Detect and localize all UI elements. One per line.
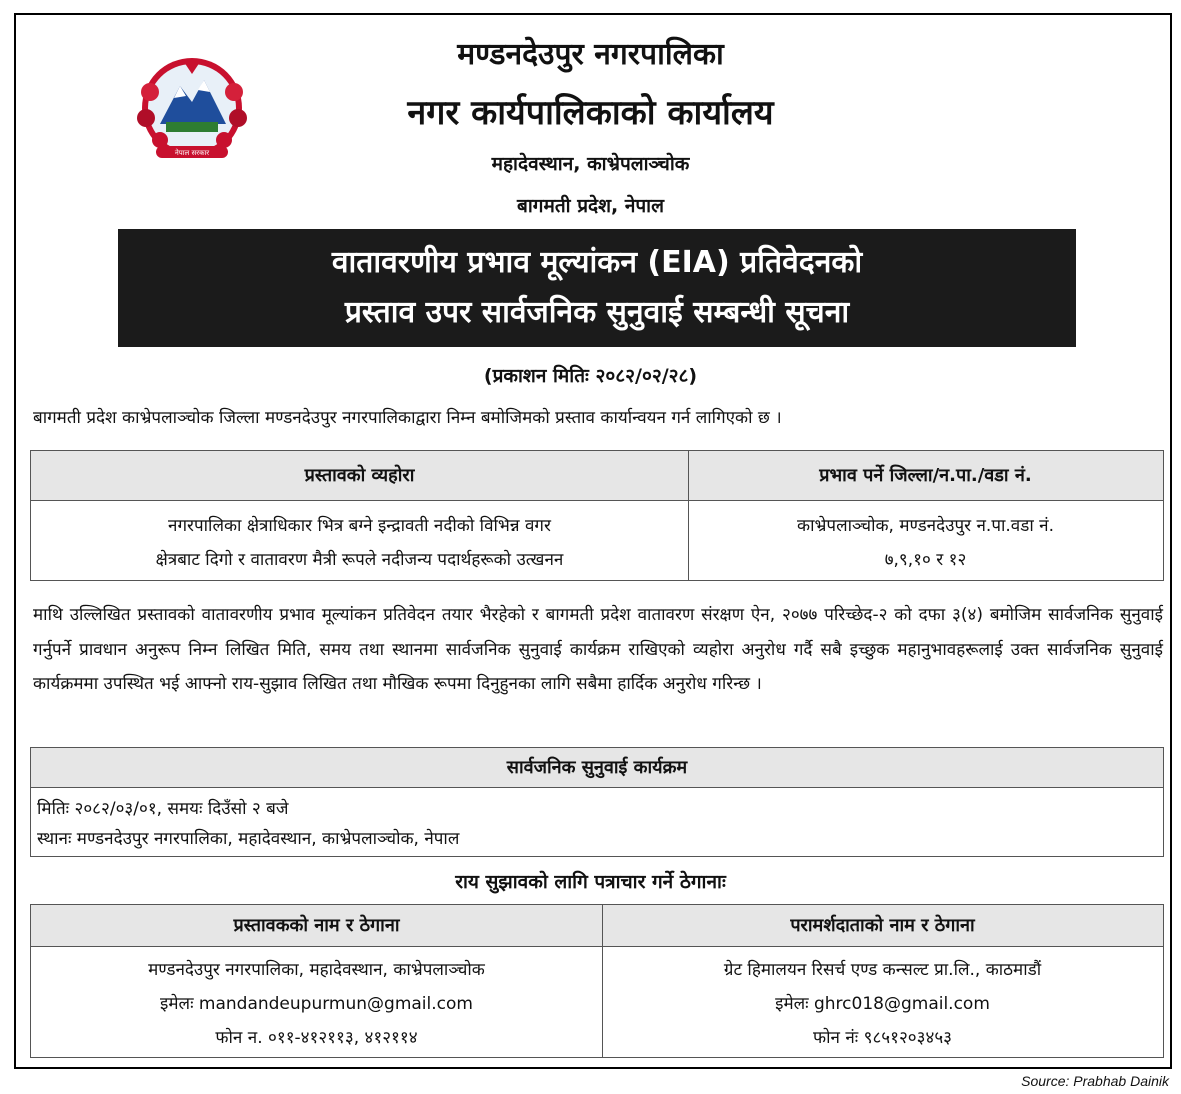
office-location: महादेवस्थान, काभ्रेपलाञ्चोक (491, 153, 690, 175)
affected-area: काभ्रेपलाञ्चोक, मण्डनदेउपुर न.पा.वडा नं. ७,९,१० र १२ (797, 516, 1054, 570)
consultant-header: परामर्शदाताको नाम र ठेगाना (602, 905, 1163, 947)
consultant-phone: फोन नंः ९८५१२०३४५३ (812, 1028, 953, 1048)
hearing-details (37, 794, 459, 854)
proponent-header: प्रस्तावकको नाम र ठेगाना (31, 905, 602, 947)
proponent-name: मण्डनदेउपुर नगरपालिका, महादेवस्थान, काभ्रेपलाञ्चोक (148, 960, 485, 980)
notice-paragraph: माथि उल्लिखित प्रस्तावको वातावरणीय प्रभाव मूल्यांकन प्रतिवेदन तयार भैरहेको र बागमती प्रदेश वातावरण संरक्षण ऐन, २०७७ परिच्छेद-२ को दफा ३(४) बमोजिम सार्वजनिक सुनुवाई गर्नुपर्ने प्रावधान अनुरूप निम्न लिखित मिति, समय तथा स्थानमा सार्वजनिक सुनुवाई कार्यक्रम राखिएको व्यहोरा अनुरोध गर्दै सबै इच्छुक महानुभावहरूलाई उक्त सार्वजनिक सुनुवाई कार्यक्रममा उपस्थित भई आफ्नो राय-सुझाव लिखित तथा मौखिक रूपमा दिनुहुनका लागि सबैमा हार्दिक अनुरोध गरिन्छ । (33, 605, 1163, 694)
hearing-date-time: मितिः २०८२/०३/०१, समयः दिउँसो २ बजे (37, 799, 289, 819)
contact-table (30, 904, 1164, 1058)
province-line: बागमती प्रदेश, नेपाल (517, 195, 664, 217)
proponent-phone: फोन न. ०११-४१२११३, ४१२११४ (215, 1028, 418, 1048)
banner-line-2: प्रस्ताव उपर सार्वजनिक सुनुवाई सम्बन्धी सूचना (344, 295, 850, 330)
office-title: नगर कार्यपालिकाको कार्यालय (407, 93, 774, 133)
intro-paragraph: बागमती प्रदेश काभ्रेपलाञ्चोक जिल्ला मण्डनदेउपुर नगरपालिकाद्वारा निम्न बमोजिमको प्रस्ताव कार्यान्वयन गर्न लागिएको छ । (33, 408, 782, 428)
hearing-table (30, 747, 1164, 857)
proponent-contact (31, 953, 602, 1055)
proposal-description: नगरपालिका क्षेत्राधिकार भित्र बग्ने इन्द्रावती नदीको विभिन्न वगर क्षेत्रबाट दिगो र वातावरण मैत्री रूपले नदीजन्य पदार्थहरूको उत्खनन (155, 516, 564, 570)
svg-text:नेपाल सरकार: नेपाल सरकार (174, 149, 210, 157)
hearing-venue: स्थानः मण्डनदेउपुर नगरपालिका, महादेवस्थान, काभ्रेपलाञ्चोक, नेपाल (37, 829, 460, 849)
banner-line-1: वातावरणीय प्रभाव मूल्यांकन (EIA) प्रतिवेदनको (331, 245, 863, 280)
proponent-email: इमेलः mandandeupurmun@gmail.com (160, 994, 473, 1014)
proposal-table (30, 450, 1164, 581)
municipality-name: मण्डनदेउपुर नगरपालिका (457, 37, 724, 72)
publication-date: (प्रकाशन मितिः २०८२/०२/२८) (483, 365, 698, 387)
contact-heading: राय सुझावको लागि पत्राचार गर्ने ठेगानाः (455, 871, 726, 893)
proposal-header: प्रस्तावको व्यहोरा (31, 451, 688, 501)
affected-area-header: प्रभाव पर्ने जिल्ला/न.पा./वडा नं. (688, 451, 1163, 501)
source-credit: Source: Prabhab Dainik (1021, 1073, 1169, 1089)
hearing-header: सार्वजनिक सुनुवाई कार्यक्रम (31, 748, 1163, 788)
consultant-email: इमेलः ghrc018@gmail.com (775, 994, 990, 1014)
consultant-contact (602, 953, 1163, 1055)
consultant-name: ग्रेट हिमालयन रिसर्च एण्ड कन्सल्ट प्रा.लि., काठमाडौं (723, 960, 1042, 980)
notice-title-banner (118, 229, 1076, 347)
